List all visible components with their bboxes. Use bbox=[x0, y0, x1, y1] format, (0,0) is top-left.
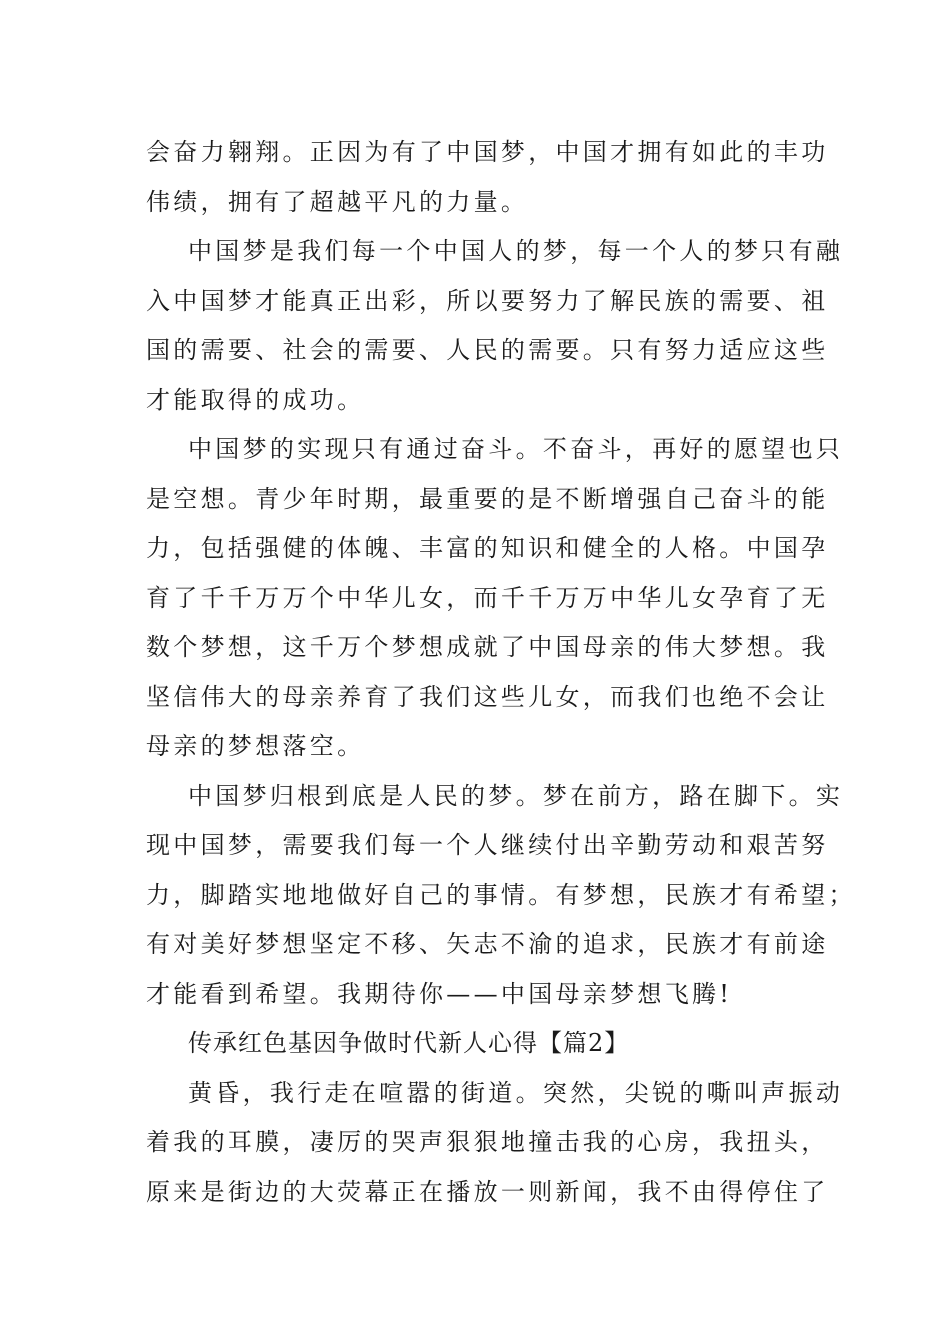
text-line: 国的需要、社会的需要、人民的需要。只有努力适应这些 bbox=[146, 336, 829, 364]
text-line: 入中国梦才能真正出彩，所以要努力了解民族的需要、祖 bbox=[146, 286, 829, 315]
paragraph-start-line: 中国梦的实现只有通过奋斗。不奋斗，再好的愿望也只 bbox=[188, 435, 844, 463]
text-line: 会奋力翱翔。正因为有了中国梦，中国才拥有如此的丰功 bbox=[146, 138, 829, 166]
section-heading: 传承红色基因争做时代新人心得【篇2】 bbox=[188, 1029, 630, 1057]
paragraph-start-line: 中国梦是我们每一个中国人的梦，每一个人的梦只有融 bbox=[188, 237, 844, 265]
text-line: 力，包括强健的体魄、丰富的知识和健全的人格。中国孕 bbox=[146, 534, 829, 562]
text-line: 数个梦想，这千万个梦想成就了中国母亲的伟大梦想。我 bbox=[146, 633, 829, 661]
text-line: 育了千千万万个中华儿女，而千千万万中华儿女孕育了无 bbox=[146, 583, 829, 612]
text-line: 伟绩，拥有了超越平凡的力量。 bbox=[146, 187, 529, 216]
text-line: 母亲的梦想落空。 bbox=[146, 732, 365, 760]
text-line: 着我的耳膜，凄厉的哭声狠狠地撞击我的心房，我扭头， bbox=[146, 1128, 829, 1156]
text-line: 现中国梦，需要我们每一个人继续付出辛勤劳动和艰苦努 bbox=[146, 831, 829, 859]
text-line: 才能看到希望。我期待你——中国母亲梦想飞腾! bbox=[146, 979, 733, 1008]
text-line: 才能取得的成功。 bbox=[146, 385, 365, 414]
text-line: 原来是街边的大荧幕正在播放一则新闻，我不由得停住了 bbox=[146, 1177, 829, 1206]
text-line: 有对美好梦想坚定不移、矢志不渝的追求，民族才有前途 bbox=[146, 930, 829, 958]
text-line: 坚信伟大的母亲养育了我们这些儿女，而我们也绝不会让 bbox=[146, 682, 829, 711]
document-body bbox=[146, 128, 856, 1217]
text-line: 是空想。青少年时期，最重要的是不断增强自己奋斗的能 bbox=[146, 484, 829, 513]
paragraph-start-line: 中国梦归根到底是人民的梦。梦在前方，路在脚下。实 bbox=[188, 781, 844, 810]
paragraph-start-line: 黄昏，我行走在喧嚣的街道。突然，尖锐的嘶叫声振动 bbox=[188, 1078, 844, 1107]
text-line: 力，脚踏实地地做好自己的事情。有梦想，民族才有希望； bbox=[146, 880, 856, 909]
